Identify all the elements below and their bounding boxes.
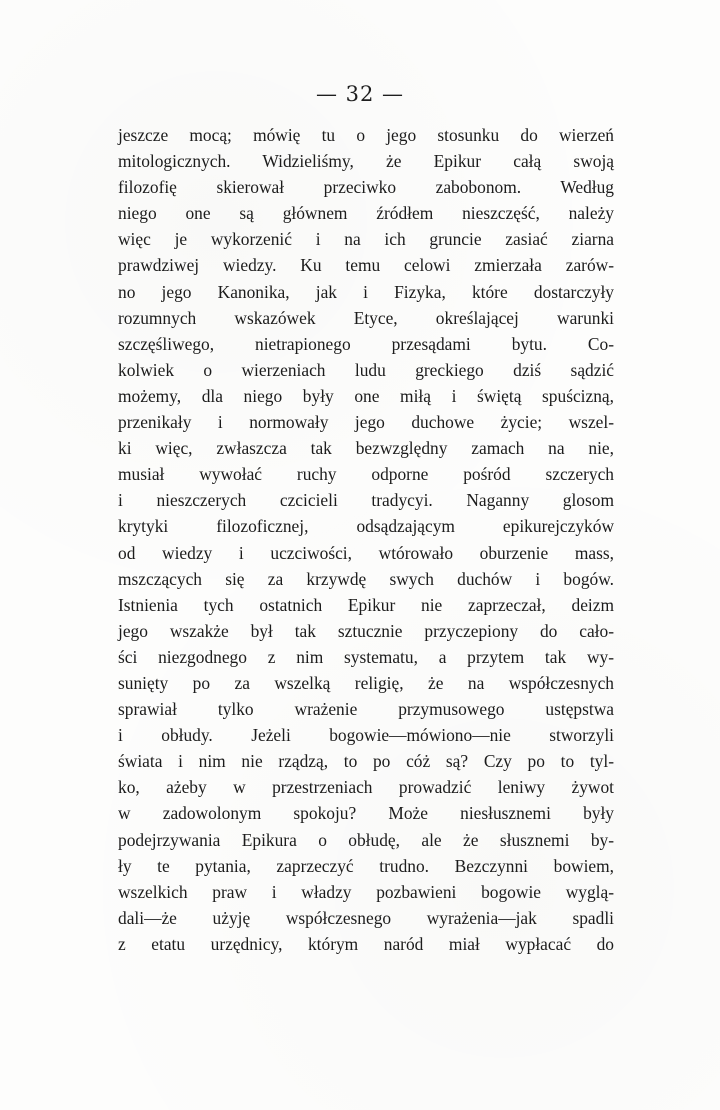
text-line: szczęśliwego, nietrapionego przesądami bytu. Co- <box>118 333 614 354</box>
text-line: wszelkich praw i władzy pozbawieni bogowie wyglą- <box>118 881 614 902</box>
page-number: — 32 — <box>315 82 405 106</box>
text-line: mitologicznych. Widzieliśmy, że Epikur całą swoją <box>118 151 614 172</box>
text-line: no jego Kanonika, jak i Fizyka, które dostarczyły <box>118 281 614 302</box>
text-line: z etatu urzędnicy, którym naród miał wypłacać do <box>118 933 614 954</box>
text-line: od wiedzy i uczciwości, wtórowało oburzenie mass, <box>118 542 614 563</box>
text-line: ły te pytania, zaprzeczyć trudno. Bezczynni bowiem, <box>118 855 614 876</box>
text-line: rozumnych wskazówek Etyce, określającej warunki <box>118 307 614 328</box>
text-line: krytyki filozoficznej, odsądzającym epikurejczyków <box>118 516 614 537</box>
text-line: niego one są głównem źródłem nieszczęść, należy <box>118 203 614 224</box>
text-line: kolwiek o wierzeniach ludu greckiego dziś sądzić <box>118 359 614 380</box>
text-line: filozofię skierował przeciwko zabobonom. Według <box>118 177 614 198</box>
text-line: w zadowolonym spokoju? Może niesłusznemi były <box>118 803 614 824</box>
text-line: możemy, dla niego były one miłą i świętą spuścizną, <box>118 385 614 406</box>
text-line: więc je wykorzenić i na ich gruncie zasiać ziarna <box>118 229 614 250</box>
text-line: mszczących się za krzywdę swych duchów i bogów. <box>118 568 614 589</box>
text-line: świata i nim nie rządzą, to po cóż są? Czy po to tyl- <box>118 751 614 772</box>
text-line: sunięty po za wszelką religię, że na współczesnych <box>118 672 614 693</box>
text-line: jeszcze mocą; mówię tu o jego stosunku do wierzeń <box>118 125 614 145</box>
text-line: podejrzywania Epikura o obłudę, ale że słusznemi by- <box>118 829 614 850</box>
text-line: i obłudy. Jeżeli bogowie—mówiono—nie stworzyli <box>118 725 614 746</box>
text-line: i nieszczerych czcicieli tradycyi. Naganny glosom <box>118 490 614 511</box>
text-line: ści niezgodnego z nim systematu, a przytem tak wy- <box>118 646 614 667</box>
text-line: ki więc, zwłaszcza tak bezwzględny zamach na nie, <box>118 438 614 459</box>
text-line: ko, ażeby w przestrzeniach prowadzić leniwy żywot <box>118 777 614 798</box>
text-line: Istnienia tych ostatnich Epikur nie zaprzeczał, deizm <box>118 594 614 615</box>
text-line: musiał wywołać ruchy odporne pośród szczerych <box>118 464 614 485</box>
text-line: jego wszakże był tak sztucznie przyczepiony do cało- <box>118 620 614 641</box>
text-line: prawdziwej wiedzy. Ku temu celowi zmierzała zarów- <box>118 255 614 276</box>
text-line: sprawiał tylko wrażenie przymusowego ustępstwa <box>118 699 614 720</box>
text-line: przenikały i normowały jego duchowe życie; wszel- <box>118 412 614 433</box>
body-text <box>118 122 614 957</box>
text-line: dali—że użyję współczesnego wyrażenia—jak spadli <box>118 907 614 928</box>
